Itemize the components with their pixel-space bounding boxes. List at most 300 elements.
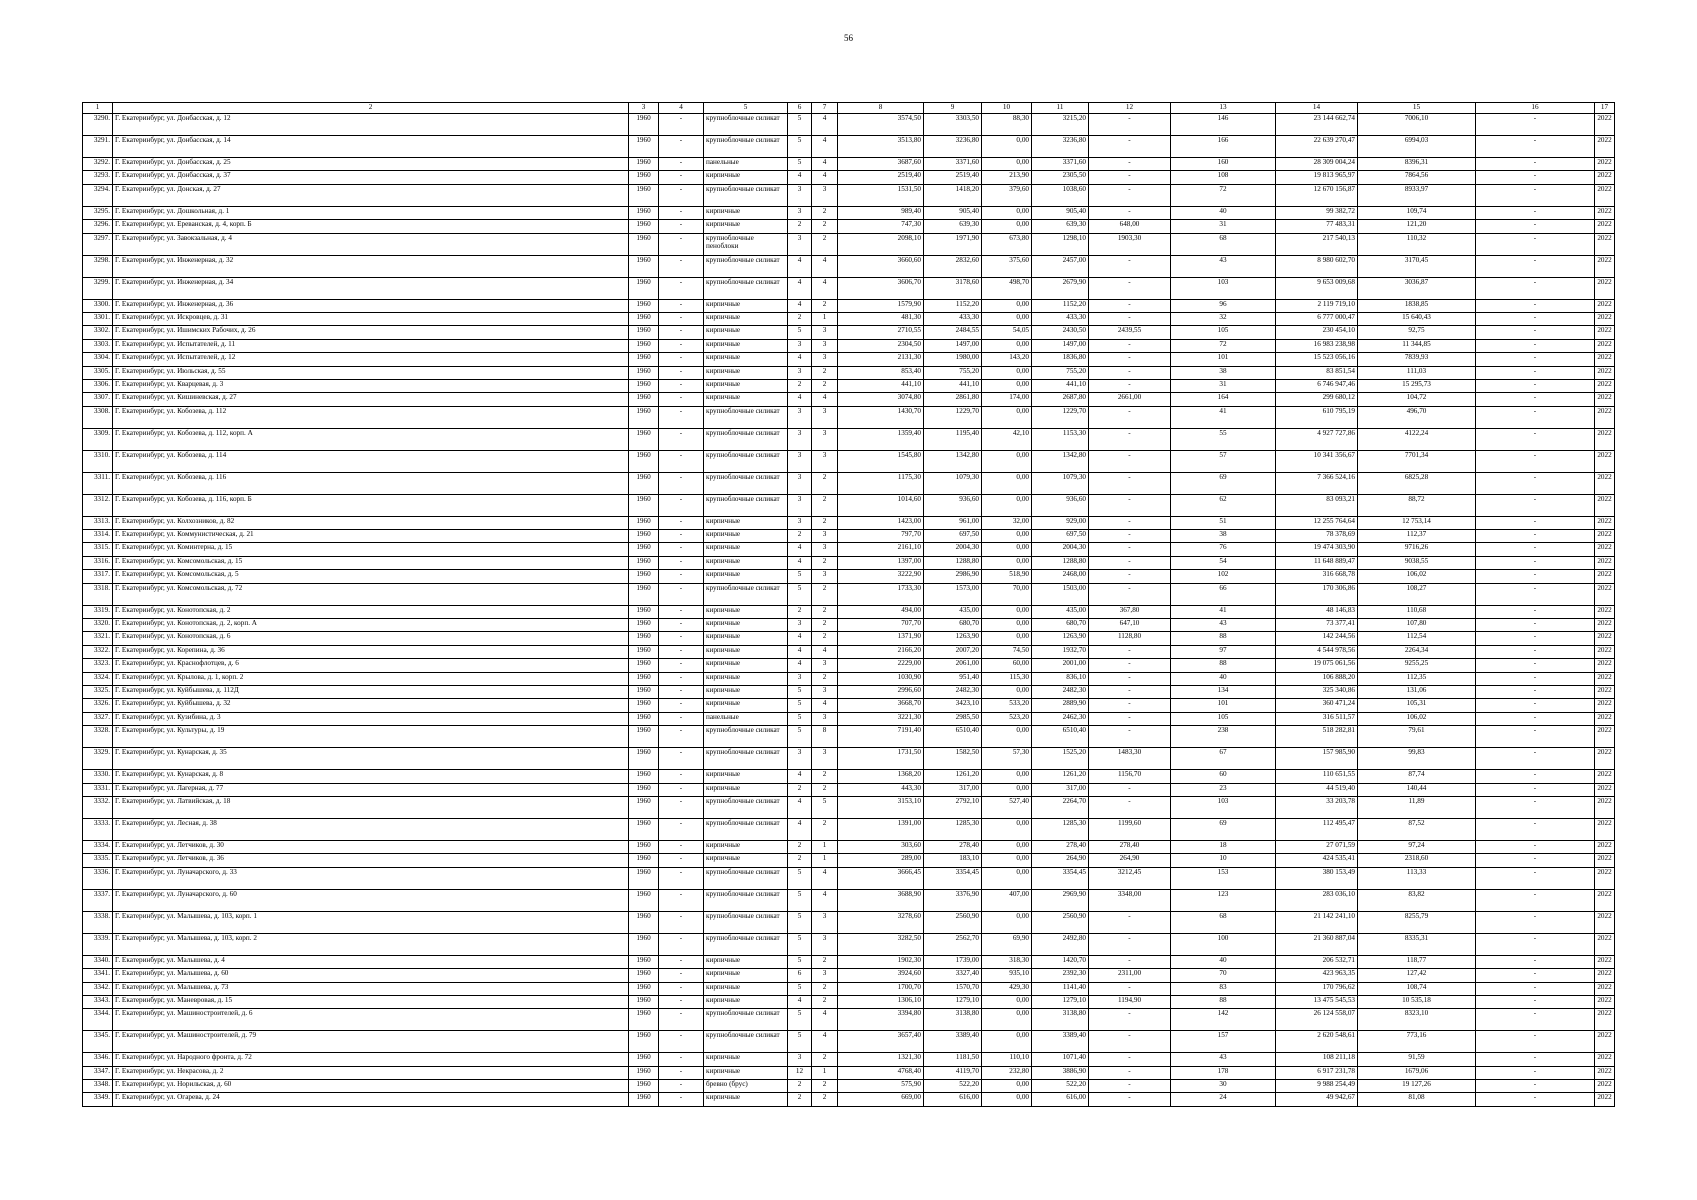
cell-col-13: 40 bbox=[1171, 955, 1276, 968]
cell-col-4: - bbox=[659, 995, 704, 1008]
cell-col-4: - bbox=[659, 114, 704, 136]
cell-col-14: 610 795,19 bbox=[1276, 406, 1358, 428]
cell-col-2: Г. Екатеринбург, ул. Краснофлотцев, д. 6 bbox=[113, 659, 629, 672]
cell-col-16: - bbox=[1476, 543, 1595, 556]
cell-col-7: 3 bbox=[812, 428, 838, 450]
cell-col-7: 3 bbox=[812, 543, 838, 556]
cell-col-11: 3236,80 bbox=[1032, 136, 1089, 158]
cell-col-9: 1573,00 bbox=[924, 583, 982, 605]
cell-col-17: 2022 bbox=[1595, 583, 1615, 605]
cell-col-17: 2022 bbox=[1595, 472, 1615, 494]
cell-col-16: - bbox=[1476, 982, 1595, 995]
cell-col-9: 433,30 bbox=[924, 312, 982, 325]
cell-col-16: - bbox=[1476, 911, 1595, 933]
cell-col-14: 206 532,71 bbox=[1276, 955, 1358, 968]
cell-col-17: 2022 bbox=[1595, 530, 1615, 543]
table-row bbox=[83, 867, 1615, 889]
cell-col-11: 435,00 bbox=[1032, 605, 1089, 618]
cell-col-3: 1960 bbox=[629, 184, 659, 206]
cell-col-1: 3313. bbox=[83, 516, 113, 529]
cell-col-7: 4 bbox=[812, 255, 838, 277]
cell-col-7: 4 bbox=[812, 645, 838, 658]
cell-col-16: - bbox=[1476, 1080, 1595, 1093]
cell-col-1: 3336. bbox=[83, 867, 113, 889]
cell-col-3: 1960 bbox=[629, 353, 659, 366]
cell-col-11: 3371,60 bbox=[1032, 158, 1089, 171]
cell-col-16: - bbox=[1476, 1053, 1595, 1066]
cell-col-16: - bbox=[1476, 366, 1595, 379]
cell-col-13: 31 bbox=[1171, 379, 1276, 392]
cell-col-17: 2022 bbox=[1595, 114, 1615, 136]
cell-col-11: 1038,60 bbox=[1032, 184, 1089, 206]
cell-col-15: 104,72 bbox=[1358, 393, 1476, 406]
cell-col-15: 131,06 bbox=[1358, 685, 1476, 698]
cell-col-16: - bbox=[1476, 712, 1595, 725]
table-row bbox=[83, 619, 1615, 632]
cell-col-6: 5 bbox=[788, 1009, 812, 1031]
cell-col-11: 905,40 bbox=[1032, 206, 1089, 219]
cell-col-7: 2 bbox=[812, 995, 838, 1008]
cell-col-16: - bbox=[1476, 220, 1595, 233]
cell-col-1: 3314. bbox=[83, 530, 113, 543]
cell-col-7: 4 bbox=[812, 171, 838, 184]
table-row bbox=[83, 299, 1615, 312]
cell-col-6: 5 bbox=[788, 889, 812, 911]
cell-col-4: - bbox=[659, 955, 704, 968]
cell-col-12: - bbox=[1089, 339, 1171, 352]
cell-col-1: 3304. bbox=[83, 353, 113, 366]
cell-col-7: 4 bbox=[812, 1031, 838, 1053]
cell-col-2: Г. Екатеринбург, ул. Испытателей, д. 12 bbox=[113, 353, 629, 366]
column-header-16: 16 bbox=[1476, 103, 1595, 114]
cell-col-16: - bbox=[1476, 406, 1595, 428]
cell-col-4: - bbox=[659, 982, 704, 995]
cell-col-7: 2 bbox=[812, 516, 838, 529]
cell-col-4: - bbox=[659, 379, 704, 392]
cell-col-16: - bbox=[1476, 770, 1595, 783]
cell-col-3: 1960 bbox=[629, 748, 659, 770]
cell-col-15: 3036,87 bbox=[1358, 277, 1476, 299]
column-header-15: 15 bbox=[1358, 103, 1476, 114]
cell-col-11: 3886,90 bbox=[1032, 1066, 1089, 1079]
cell-col-13: 101 bbox=[1171, 699, 1276, 712]
cell-col-16: - bbox=[1476, 233, 1595, 255]
cell-col-7: 4 bbox=[812, 867, 838, 889]
cell-col-12: 1128,80 bbox=[1089, 632, 1171, 645]
cell-col-8: 2098,10 bbox=[838, 233, 924, 255]
cell-col-11: 639,30 bbox=[1032, 220, 1089, 233]
cell-col-15: 92,75 bbox=[1358, 326, 1476, 339]
cell-col-12: - bbox=[1089, 299, 1171, 312]
cell-col-10: 0,00 bbox=[982, 840, 1032, 853]
table-row bbox=[83, 605, 1615, 618]
cell-col-14: 217 540,13 bbox=[1276, 233, 1358, 255]
cell-col-10: 0,00 bbox=[982, 339, 1032, 352]
cell-col-9: 3423,10 bbox=[924, 699, 982, 712]
cell-col-17: 2022 bbox=[1595, 645, 1615, 658]
cell-col-1: 3344. bbox=[83, 1009, 113, 1031]
cell-col-2: Г. Екатеринбург, ул. Донбасская, д. 25 bbox=[113, 158, 629, 171]
cell-col-13: 105 bbox=[1171, 712, 1276, 725]
cell-col-15: 99,83 bbox=[1358, 748, 1476, 770]
cell-col-1: 3324. bbox=[83, 672, 113, 685]
cell-col-4: - bbox=[659, 406, 704, 428]
cell-col-14: 423 963,35 bbox=[1276, 969, 1358, 982]
cell-col-3: 1960 bbox=[629, 255, 659, 277]
cell-col-10: 232,80 bbox=[982, 1066, 1032, 1079]
cell-col-1: 3322. bbox=[83, 645, 113, 658]
cell-col-13: 88 bbox=[1171, 995, 1276, 1008]
cell-col-15: 83,82 bbox=[1358, 889, 1476, 911]
cell-col-12: - bbox=[1089, 955, 1171, 968]
cell-col-12: 648,00 bbox=[1089, 220, 1171, 233]
cell-col-3: 1960 bbox=[629, 1080, 659, 1093]
cell-col-3: 1960 bbox=[629, 659, 659, 672]
cell-col-5: крупноблочные силикат bbox=[704, 867, 788, 889]
cell-col-13: 55 bbox=[1171, 428, 1276, 450]
cell-col-15: 7839,93 bbox=[1358, 353, 1476, 366]
cell-col-17: 2022 bbox=[1595, 1053, 1615, 1066]
cell-col-2: Г. Екатеринбург, ул. Летчиков, д. 36 bbox=[113, 854, 629, 867]
cell-col-15: 9038,55 bbox=[1358, 556, 1476, 569]
cell-col-8: 2166,20 bbox=[838, 645, 924, 658]
cell-col-6: 12 bbox=[788, 1066, 812, 1079]
cell-col-6: 5 bbox=[788, 726, 812, 748]
cell-col-13: 164 bbox=[1171, 393, 1276, 406]
cell-col-5: крупноблочные силикат bbox=[704, 911, 788, 933]
table-row bbox=[83, 840, 1615, 853]
cell-col-13: 157 bbox=[1171, 1031, 1276, 1053]
cell-col-8: 3513,80 bbox=[838, 136, 924, 158]
cell-col-17: 2022 bbox=[1595, 840, 1615, 853]
cell-col-3: 1960 bbox=[629, 783, 659, 796]
cell-col-5: кирпичные bbox=[704, 770, 788, 783]
cell-col-1: 3329. bbox=[83, 748, 113, 770]
cell-col-16: - bbox=[1476, 632, 1595, 645]
table-row bbox=[83, 969, 1615, 982]
cell-col-8: 1175,30 bbox=[838, 472, 924, 494]
cell-col-6: 4 bbox=[788, 659, 812, 672]
cell-col-15: 87,52 bbox=[1358, 818, 1476, 840]
table-row bbox=[83, 312, 1615, 325]
cell-col-7: 4 bbox=[812, 699, 838, 712]
cell-col-8: 1545,80 bbox=[838, 450, 924, 472]
cell-col-4: - bbox=[659, 911, 704, 933]
cell-col-3: 1960 bbox=[629, 516, 659, 529]
cell-col-14: 10 341 356,67 bbox=[1276, 450, 1358, 472]
cell-col-8: 747,30 bbox=[838, 220, 924, 233]
cell-col-5: кирпичные bbox=[704, 353, 788, 366]
column-header-5: 5 bbox=[704, 103, 788, 114]
table-row bbox=[83, 339, 1615, 352]
cell-col-15: 107,80 bbox=[1358, 619, 1476, 632]
cell-col-9: 755,20 bbox=[924, 366, 982, 379]
cell-col-17: 2022 bbox=[1595, 818, 1615, 840]
cell-col-10: 0,00 bbox=[982, 854, 1032, 867]
cell-col-1: 3292. bbox=[83, 158, 113, 171]
cell-col-8: 289,00 bbox=[838, 854, 924, 867]
cell-col-6: 2 bbox=[788, 379, 812, 392]
cell-col-6: 2 bbox=[788, 530, 812, 543]
cell-col-14: 6 746 947,46 bbox=[1276, 379, 1358, 392]
cell-col-9: 3303,50 bbox=[924, 114, 982, 136]
cell-col-3: 1960 bbox=[629, 645, 659, 658]
cell-col-8: 2519,40 bbox=[838, 171, 924, 184]
cell-col-13: 68 bbox=[1171, 233, 1276, 255]
cell-col-11: 1298,10 bbox=[1032, 233, 1089, 255]
cell-col-7: 3 bbox=[812, 933, 838, 955]
cell-col-5: крупноблочные силикат bbox=[704, 494, 788, 516]
cell-col-8: 3394,80 bbox=[838, 1009, 924, 1031]
cell-col-9: 2560,90 bbox=[924, 911, 982, 933]
cell-col-2: Г. Екатеринбург, ул. Маневровая, д. 15 bbox=[113, 995, 629, 1008]
cell-col-1: 3333. bbox=[83, 818, 113, 840]
cell-col-14: 19 813 965,97 bbox=[1276, 171, 1358, 184]
cell-col-14: 48 146,83 bbox=[1276, 605, 1358, 618]
cell-col-6: 5 bbox=[788, 570, 812, 583]
cell-col-15: 6994,03 bbox=[1358, 136, 1476, 158]
cell-col-1: 3317. bbox=[83, 570, 113, 583]
cell-col-13: 123 bbox=[1171, 889, 1276, 911]
cell-col-5: крупноблочные силикат bbox=[704, 748, 788, 770]
cell-col-5: крупноблочные силикат bbox=[704, 114, 788, 136]
cell-col-13: 70 bbox=[1171, 969, 1276, 982]
cell-col-10: 375,60 bbox=[982, 255, 1032, 277]
table-row bbox=[83, 472, 1615, 494]
cell-col-9: 435,00 bbox=[924, 605, 982, 618]
cell-col-7: 2 bbox=[812, 379, 838, 392]
cell-col-12: - bbox=[1089, 933, 1171, 955]
cell-col-17: 2022 bbox=[1595, 233, 1615, 255]
cell-col-2: Г. Екатеринбург, ул. Донбасская, д. 12 bbox=[113, 114, 629, 136]
cell-col-2: Г. Екатеринбург, ул. Комсомольская, д. 72 bbox=[113, 583, 629, 605]
cell-col-1: 3298. bbox=[83, 255, 113, 277]
cell-col-17: 2022 bbox=[1595, 353, 1615, 366]
cell-col-10: 70,00 bbox=[982, 583, 1032, 605]
cell-col-2: Г. Екатеринбург, ул. Малышева, д. 60 bbox=[113, 969, 629, 982]
cell-col-17: 2022 bbox=[1595, 1009, 1615, 1031]
cell-col-10: 527,40 bbox=[982, 796, 1032, 818]
cell-col-9: 2482,30 bbox=[924, 685, 982, 698]
cell-col-8: 1579,90 bbox=[838, 299, 924, 312]
cell-col-5: кирпичные bbox=[704, 672, 788, 685]
cell-col-7: 1 bbox=[812, 840, 838, 853]
cell-col-15: 15 295,73 bbox=[1358, 379, 1476, 392]
cell-col-12: 2439,55 bbox=[1089, 326, 1171, 339]
cell-col-15: 12 753,14 bbox=[1358, 516, 1476, 529]
cell-col-6: 3 bbox=[788, 494, 812, 516]
cell-col-12: - bbox=[1089, 1009, 1171, 1031]
cell-col-10: 0,00 bbox=[982, 770, 1032, 783]
cell-col-1: 3315. bbox=[83, 543, 113, 556]
cell-col-16: - bbox=[1476, 299, 1595, 312]
cell-col-15: 87,74 bbox=[1358, 770, 1476, 783]
table-row bbox=[83, 255, 1615, 277]
cell-col-5: крупноблочные пеноблоки bbox=[704, 233, 788, 255]
cell-col-1: 3346. bbox=[83, 1053, 113, 1066]
cell-col-11: 936,60 bbox=[1032, 494, 1089, 516]
cell-col-2: Г. Екатеринбург, ул. Кишиневская, д. 27 bbox=[113, 393, 629, 406]
cell-col-1: 3300. bbox=[83, 299, 113, 312]
cell-col-5: кирпичные bbox=[704, 1053, 788, 1066]
cell-col-5: крупноблочные силикат bbox=[704, 933, 788, 955]
table-row bbox=[83, 366, 1615, 379]
table-row bbox=[83, 783, 1615, 796]
cell-col-3: 1960 bbox=[629, 1093, 659, 1106]
cell-col-6: 3 bbox=[788, 516, 812, 529]
cell-col-2: Г. Екатеринбург, ул. Кобозева, д. 116 bbox=[113, 472, 629, 494]
cell-col-10: 0,00 bbox=[982, 867, 1032, 889]
cell-col-17: 2022 bbox=[1595, 516, 1615, 529]
cell-col-12: - bbox=[1089, 171, 1171, 184]
cell-col-14: 9 653 009,68 bbox=[1276, 277, 1358, 299]
cell-col-14: 6 917 231,78 bbox=[1276, 1066, 1358, 1079]
cell-col-2: Г. Екатеринбург, ул. Куйбышева, д. 32 bbox=[113, 699, 629, 712]
cell-col-1: 3301. bbox=[83, 312, 113, 325]
table-row bbox=[83, 726, 1615, 748]
cell-col-4: - bbox=[659, 672, 704, 685]
cell-col-9: 2792,10 bbox=[924, 796, 982, 818]
cell-col-1: 3325. bbox=[83, 685, 113, 698]
cell-col-5: крупноблочные силикат bbox=[704, 726, 788, 748]
cell-col-11: 2468,00 bbox=[1032, 570, 1089, 583]
cell-col-6: 5 bbox=[788, 685, 812, 698]
cell-col-16: - bbox=[1476, 726, 1595, 748]
cell-col-14: 23 144 662,74 bbox=[1276, 114, 1358, 136]
table-row bbox=[83, 911, 1615, 933]
cell-col-10: 0,00 bbox=[982, 543, 1032, 556]
cell-col-5: бревно (брус) bbox=[704, 1080, 788, 1093]
cell-col-2: Г. Екатеринбург, ул. Машиностроителей, д. 79 bbox=[113, 1031, 629, 1053]
cell-col-14: 27 071,59 bbox=[1276, 840, 1358, 853]
cell-col-17: 2022 bbox=[1595, 726, 1615, 748]
cell-col-10: 0,00 bbox=[982, 312, 1032, 325]
cell-col-15: 8396,31 bbox=[1358, 158, 1476, 171]
cell-col-15: 105,31 bbox=[1358, 699, 1476, 712]
cell-col-17: 2022 bbox=[1595, 1031, 1615, 1053]
cell-col-10: 115,30 bbox=[982, 672, 1032, 685]
cell-col-17: 2022 bbox=[1595, 854, 1615, 867]
cell-col-9: 1288,80 bbox=[924, 556, 982, 569]
cell-col-4: - bbox=[659, 619, 704, 632]
cell-col-11: 1079,30 bbox=[1032, 472, 1089, 494]
cell-col-9: 2986,90 bbox=[924, 570, 982, 583]
cell-col-10: 32,00 bbox=[982, 516, 1032, 529]
cell-col-16: - bbox=[1476, 158, 1595, 171]
cell-col-15: 113,33 bbox=[1358, 867, 1476, 889]
cell-col-9: 3236,80 bbox=[924, 136, 982, 158]
column-header-4: 4 bbox=[659, 103, 704, 114]
cell-col-13: 38 bbox=[1171, 530, 1276, 543]
cell-col-14: 12 255 764,64 bbox=[1276, 516, 1358, 529]
table-row bbox=[83, 184, 1615, 206]
cell-col-6: 2 bbox=[788, 854, 812, 867]
cell-col-14: 283 036,10 bbox=[1276, 889, 1358, 911]
table-row bbox=[83, 1009, 1615, 1031]
cell-col-15: 3170,45 bbox=[1358, 255, 1476, 277]
cell-col-15: 108,74 bbox=[1358, 982, 1476, 995]
cell-col-11: 1279,10 bbox=[1032, 995, 1089, 1008]
cell-col-14: 424 535,41 bbox=[1276, 854, 1358, 867]
cell-col-3: 1960 bbox=[629, 450, 659, 472]
cell-col-5: кирпичные bbox=[704, 530, 788, 543]
cell-col-7: 3 bbox=[812, 326, 838, 339]
cell-col-5: крупноблочные силикат bbox=[704, 428, 788, 450]
cell-col-15: 111,03 bbox=[1358, 366, 1476, 379]
cell-col-5: кирпичные bbox=[704, 220, 788, 233]
cell-col-10: 54,05 bbox=[982, 326, 1032, 339]
cell-col-3: 1960 bbox=[629, 366, 659, 379]
cell-col-16: - bbox=[1476, 840, 1595, 853]
cell-col-8: 1700,70 bbox=[838, 982, 924, 995]
cell-col-16: - bbox=[1476, 277, 1595, 299]
cell-col-3: 1960 bbox=[629, 543, 659, 556]
cell-col-7: 2 bbox=[812, 783, 838, 796]
cell-col-12: - bbox=[1089, 450, 1171, 472]
cell-col-8: 1397,00 bbox=[838, 556, 924, 569]
cell-col-7: 3 bbox=[812, 406, 838, 428]
cell-col-12: - bbox=[1089, 472, 1171, 494]
cell-col-9: 3371,60 bbox=[924, 158, 982, 171]
cell-col-2: Г. Екатеринбург, ул. Малышева, д. 103, корп. 2 bbox=[113, 933, 629, 955]
cell-col-13: 134 bbox=[1171, 685, 1276, 698]
cell-col-16: - bbox=[1476, 685, 1595, 698]
cell-col-3: 1960 bbox=[629, 428, 659, 450]
cell-col-12: - bbox=[1089, 796, 1171, 818]
cell-col-8: 3666,45 bbox=[838, 867, 924, 889]
cell-col-5: кирпичные bbox=[704, 840, 788, 853]
cell-col-1: 3343. bbox=[83, 995, 113, 1008]
cell-col-16: - bbox=[1476, 353, 1595, 366]
cell-col-1: 3295. bbox=[83, 206, 113, 219]
cell-col-1: 3327. bbox=[83, 712, 113, 725]
cell-col-16: - bbox=[1476, 699, 1595, 712]
cell-col-2: Г. Екатеринбург, ул. Дошкольная, д. 1 bbox=[113, 206, 629, 219]
cell-col-9: 936,60 bbox=[924, 494, 982, 516]
cell-col-5: крупноблочные силикат bbox=[704, 818, 788, 840]
cell-col-8: 3660,60 bbox=[838, 255, 924, 277]
cell-col-3: 1960 bbox=[629, 726, 659, 748]
table-row bbox=[83, 158, 1615, 171]
cell-col-11: 2264,70 bbox=[1032, 796, 1089, 818]
cell-col-10: 0,00 bbox=[982, 556, 1032, 569]
cell-col-5: крупноблочные силикат bbox=[704, 184, 788, 206]
cell-col-7: 3 bbox=[812, 339, 838, 352]
cell-col-17: 2022 bbox=[1595, 619, 1615, 632]
cell-col-1: 3342. bbox=[83, 982, 113, 995]
cell-col-7: 2 bbox=[812, 220, 838, 233]
cell-col-9: 2861,80 bbox=[924, 393, 982, 406]
cell-col-8: 575,90 bbox=[838, 1080, 924, 1093]
cell-col-10: 60,00 bbox=[982, 659, 1032, 672]
cell-col-9: 616,00 bbox=[924, 1093, 982, 1106]
cell-col-2: Г. Екатеринбург, ул. Корепина, д. 36 bbox=[113, 645, 629, 658]
cell-col-4: - bbox=[659, 393, 704, 406]
cell-col-3: 1960 bbox=[629, 619, 659, 632]
cell-col-1: 3316. bbox=[83, 556, 113, 569]
cell-col-7: 2 bbox=[812, 672, 838, 685]
cell-col-14: 13 475 545,53 bbox=[1276, 995, 1358, 1008]
cell-col-16: - bbox=[1476, 1066, 1595, 1079]
cell-col-8: 3222,90 bbox=[838, 570, 924, 583]
cell-col-7: 3 bbox=[812, 748, 838, 770]
table-row bbox=[83, 543, 1615, 556]
cell-col-6: 3 bbox=[788, 619, 812, 632]
cell-col-2: Г. Екатеринбург, ул. Конотопская, д. 6 bbox=[113, 632, 629, 645]
cell-col-3: 1960 bbox=[629, 299, 659, 312]
cell-col-12: - bbox=[1089, 494, 1171, 516]
cell-col-8: 1359,40 bbox=[838, 428, 924, 450]
